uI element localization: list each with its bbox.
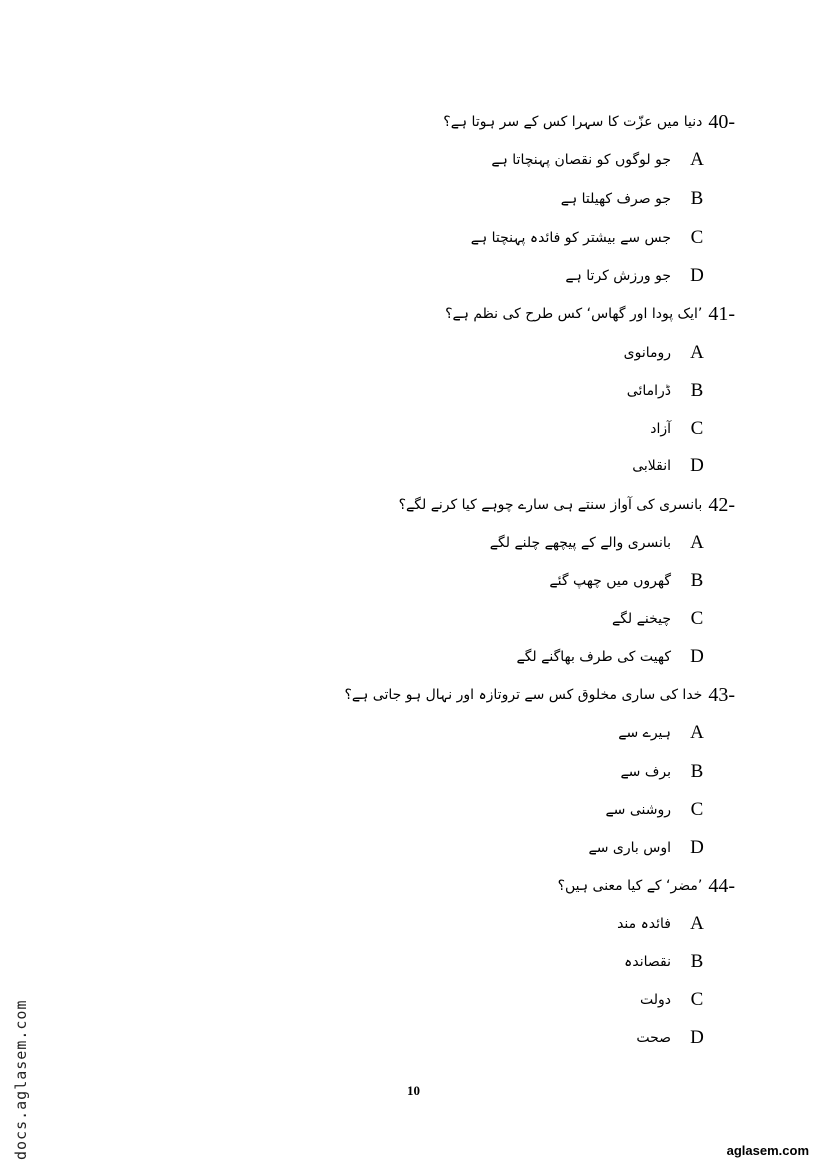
option-d xyxy=(565,262,705,290)
option-text: بانسری والے کے پیچھے چلنے لگے xyxy=(489,535,671,551)
option-a xyxy=(617,910,705,938)
option-d xyxy=(516,643,705,671)
option-d xyxy=(632,452,705,480)
option-text: گھروں میں چھپ گئے xyxy=(549,573,671,589)
question-number: 43- xyxy=(708,683,735,706)
question-text: خدا کی ساری مخلوق کس سے تروتازہ اور نہال ہو جاتی ہے؟ xyxy=(344,687,703,703)
option-letter: B xyxy=(690,188,704,209)
question-text: بانسری کی آواز سنتے ہی سارے چوہے کیا کرنے لگے؟ xyxy=(398,497,703,513)
option-letter: C xyxy=(690,227,704,248)
option-text: جو ورزش کرتا ہے xyxy=(565,268,671,284)
option-text: جس سے بیشتر کو فائدہ پہنچتا ہے xyxy=(470,230,671,246)
option-b xyxy=(561,185,705,213)
option-letter: C xyxy=(690,799,704,820)
option-b xyxy=(624,948,705,976)
option-text: کھیت کی طرف بھاگنے لگے xyxy=(516,649,671,665)
option-text: رومانوی xyxy=(623,345,671,361)
option-text: آزاد xyxy=(650,421,671,437)
option-text: ڈرامائی xyxy=(626,383,671,399)
option-letter: B xyxy=(690,951,704,972)
option-a xyxy=(618,719,705,747)
option-letter: B xyxy=(690,380,704,401)
option-b xyxy=(627,377,705,405)
question-line xyxy=(443,108,735,136)
option-c xyxy=(471,224,705,252)
option-letter: B xyxy=(690,761,704,782)
option-letter: C xyxy=(690,608,704,629)
option-text: جو صرف کھیلتا ہے xyxy=(560,191,671,207)
option-letter: D xyxy=(690,837,704,858)
option-text: نقصاندہ xyxy=(624,954,671,970)
option-letter: C xyxy=(690,989,704,1010)
question-number: 40- xyxy=(708,110,735,133)
option-text: چیخنے لگے xyxy=(612,611,671,627)
option-letter: A xyxy=(690,722,704,743)
option-letter: A xyxy=(690,913,704,934)
question-text: ’ایک پودا اور گھاس‘ کس طرح کی نظم ہے؟ xyxy=(445,306,703,322)
option-text: روشنی سے xyxy=(605,802,671,818)
option-c xyxy=(640,986,705,1014)
question-text: دنیا میں عزّت کا سہرا کس کے سر ہوتا ہے؟ xyxy=(443,114,703,130)
side-watermark: docs.aglasem.com xyxy=(12,999,30,1160)
option-letter: D xyxy=(690,1027,704,1048)
page-number: 10 xyxy=(407,1083,420,1098)
option-text: برف سے xyxy=(620,764,671,780)
option-letter: A xyxy=(690,342,704,363)
option-b xyxy=(620,758,705,786)
option-letter: D xyxy=(690,265,704,286)
option-letter: B xyxy=(690,570,704,591)
option-b xyxy=(549,567,705,595)
site-url: aglasem.com xyxy=(726,1143,809,1158)
option-c xyxy=(605,796,705,824)
option-letter: D xyxy=(690,646,704,667)
option-c xyxy=(650,415,705,443)
option-text: دولت xyxy=(639,992,671,1008)
option-letter: A xyxy=(690,149,704,170)
question-number: 41- xyxy=(708,302,735,325)
question-line xyxy=(558,872,735,900)
option-letter: D xyxy=(690,455,704,476)
option-text: صحت xyxy=(636,1030,671,1046)
question-number: 42- xyxy=(708,493,735,516)
question-line xyxy=(345,681,736,709)
question-line xyxy=(445,300,735,328)
question-number: 44- xyxy=(708,874,735,897)
option-a xyxy=(624,339,705,367)
option-text: اوس باری سے xyxy=(588,840,671,856)
option-d xyxy=(589,834,705,862)
option-text: فائدہ مند xyxy=(617,916,671,932)
option-text: جو لوگوں کو نقصان پہنچاتا ہے xyxy=(491,152,671,168)
question-line xyxy=(399,491,735,519)
question-text: ’مضر‘ کے کیا معنی ہیں؟ xyxy=(557,878,703,894)
option-d xyxy=(636,1024,705,1052)
option-letter: A xyxy=(690,532,704,553)
option-letter: C xyxy=(690,418,704,439)
option-a xyxy=(490,529,705,557)
option-text: انقلابی xyxy=(632,458,671,474)
option-a xyxy=(491,146,705,174)
option-c xyxy=(612,605,705,633)
option-text: ہیرے سے xyxy=(618,725,671,741)
